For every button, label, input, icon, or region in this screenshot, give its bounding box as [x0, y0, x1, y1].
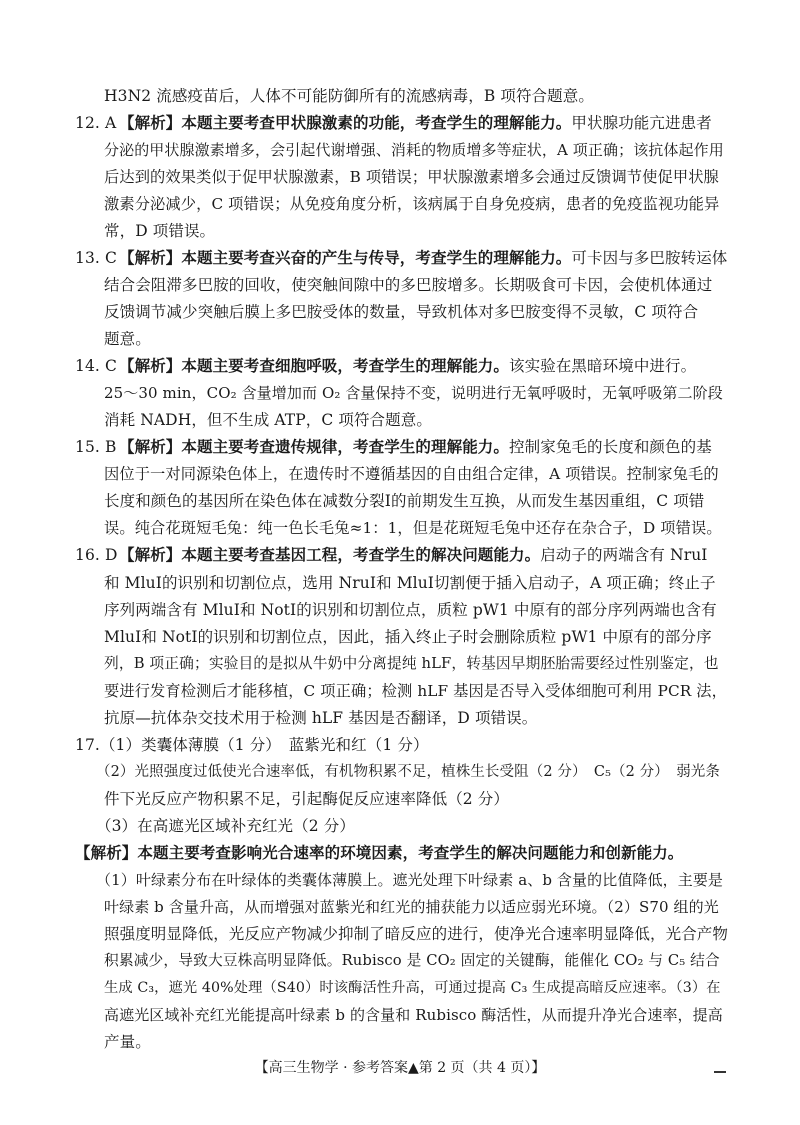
text-line: 序列两端含有 MluⅠ和 NotⅠ的识别和切割位点，质粒 pW1 中原有的部分序列两端也含有: [104, 601, 717, 619]
text-line: 激素分泌减少，C 项错误；从免疫角度分析，该病属于自身免疫病，患者的免疫监视功能异: [104, 195, 720, 213]
answer-item-14: [75, 354, 696, 378]
text-line: 因位于一对同源染色体上，在遗传时不遵循基因的自由组合定律，A 项错误。控制家兔毛的: [104, 465, 719, 483]
text-line: 列，B 项正确；实验目的是拟从牛奶中分离提纯 hLF，转基因早期胚胎需要经过性别鉴定，也: [104, 655, 719, 672]
text-line: 要进行发育检测后才能移植，C 项正确；检测 hLF 基因是否导入受体细胞可利用 PCR 法，: [104, 682, 727, 700]
analysis-heading: 【解析】本题主要考查兴奋的产生与传导，考查学生的理解能力。: [119, 248, 572, 267]
text-line: 照强度明显降低，光反应产物减少抑制了暗反应的进行，使净光合速率明显降低，光合产物: [104, 925, 729, 943]
text-line: 后达到的效果类似于促甲状腺激素，B 项错误；甲状腺激素增多会通过反馈调节使促甲状腺: [104, 168, 719, 186]
answer-item-12: [75, 111, 712, 135]
text-line: 积累减少，导致大豆株高明显降低。Rubisco 是 CO₂ 固定的关键酶，能催化 CO₂ 与 C₅ 结合: [104, 952, 720, 969]
item-number: 13. C: [75, 249, 117, 267]
analysis-text: 甲状腺功能亢进患者: [571, 114, 712, 132]
text-line: 25～30 min，CO₂ 含量增加而 O₂ 含量保持不变，说明进行无氧呼吸时，无氧呼吸第二阶段: [104, 384, 723, 402]
text-line: 件下光反应产物积累不足，引起酶促反应速率降低（2 分）: [104, 790, 509, 808]
item-number: 15. B: [75, 438, 117, 456]
text-line: 生成 C₃，遮光 40%处理（S40）时该酶活性升高，可通过提高 C₃ 生成提高暗反应速率。（3）在: [104, 980, 721, 996]
item-number: 14. C: [75, 357, 117, 375]
text-line: （3）在高遮光区域补充红光（2 分）: [96, 817, 355, 835]
analysis-heading: 【解析】本题主要考查基因工程，考查学生的解决问题能力。: [119, 545, 541, 564]
analysis-heading: 【解析】本题主要考查遗传规律，考查学生的理解能力。: [119, 437, 510, 456]
text-line: （2）光照强度过低使光合速率低，有机物积累不足，植株生长受阻（2 分） C₅（2 分） 弱光条: [96, 764, 720, 780]
item-number: 12. A: [75, 114, 117, 132]
text-line: 叶绿素 b 含量升高，从而增强对蓝紫光和红光的捕获能力以适应弱光环境。（2）S70 组的光: [104, 898, 719, 916]
text-line: （1）叶绿素分布在叶绿体的类囊体薄膜上。遮光处理下叶绿素 a、b 含量的比值降低，主要是: [96, 871, 724, 889]
answer-item-17: 17.（1）类囊体薄膜（1 分） 蓝紫光和红（1 分）: [75, 736, 429, 754]
text-line: 常，D 项错误。: [104, 222, 216, 240]
analysis-text: 启动子的两端含有 NruⅠ: [540, 546, 708, 564]
text-line: 反馈调节减少突触后膜上多巴胺受体的数量，导致机体对多巴胺变得不灵敏，C 项符合: [104, 303, 699, 321]
text-line: 长度和颜色的基因所在染色体在减数分裂Ⅰ的前期发生互换，从而发生基因重组，C 项错: [104, 492, 705, 510]
analysis-heading: 【解析】本题主要考查细胞呼吸，考查学生的理解能力。: [119, 356, 510, 375]
text-line: 消耗 NADH，但不生成 ATP，C 项符合题意。: [104, 411, 432, 429]
text-line: 和 MluⅠ的识别和切割位点，选用 NruⅠ和 MluⅠ切割便于插入启动子，A 项正确；终止子: [104, 574, 716, 592]
text-line: 分泌的甲状腺激素增多，会引起代谢增强、消耗的物质增多等症状，A 项正确；该抗体起作用: [104, 141, 724, 159]
text-line: 抗原—抗体杂交技术用于检测 hLF 基因是否翻译，D 项错误。: [104, 709, 538, 727]
analysis-heading: 【解析】本题主要考查甲状腺激素的功能，考查学生的理解能力。: [119, 113, 572, 132]
answer-item-15: [75, 435, 712, 459]
corner-mark: [714, 1071, 726, 1073]
page-footer: 【高三生物学 · 参考答案▲第 2 页（共 4 页）】: [254, 1060, 546, 1076]
text-line: 结合会阻滞多巴胺的回收，使突触间隙中的多巴胺增多。长期吸食可卡因，会使机体通过: [104, 276, 713, 294]
answer-item-16: [75, 543, 708, 567]
text-line: 高遮光区域补充红光能提高叶绿素 b 的含量和 Rubisco 酶活性，从而提升净光合速率，提高: [104, 1006, 723, 1024]
text-line: MluⅠ和 NotⅠ的识别和切割位点，因此，插入终止子时会删除质粒 pW1 中原有的部分序: [104, 628, 712, 646]
text-line: 题意。: [104, 330, 151, 348]
item-number: 16. D: [75, 546, 118, 564]
text-line: 产量。: [104, 1033, 151, 1051]
text-line: 误。纯合花斑短毛兔：纯一色长毛兔≈1：1，但是花斑短毛兔中还存在杂合子，D 项错误。: [104, 519, 722, 537]
analysis-text: 控制家兔毛的长度和颜色的基: [509, 438, 712, 456]
answer-item-13: [75, 246, 727, 270]
text-line: H3N2 流感疫苗后，人体不可能防御所有的流感病毒，B 项符合题意。: [104, 87, 594, 105]
analysis-heading-17: 【解析】本题主要考查影响光合速率的环境因素，考查学生的解决问题能力和创新能力。: [75, 843, 684, 862]
analysis-text: 可卡因与多巴胺转运体: [571, 249, 728, 267]
analysis-text: 该实验在黑暗环境中进行。: [509, 357, 697, 375]
